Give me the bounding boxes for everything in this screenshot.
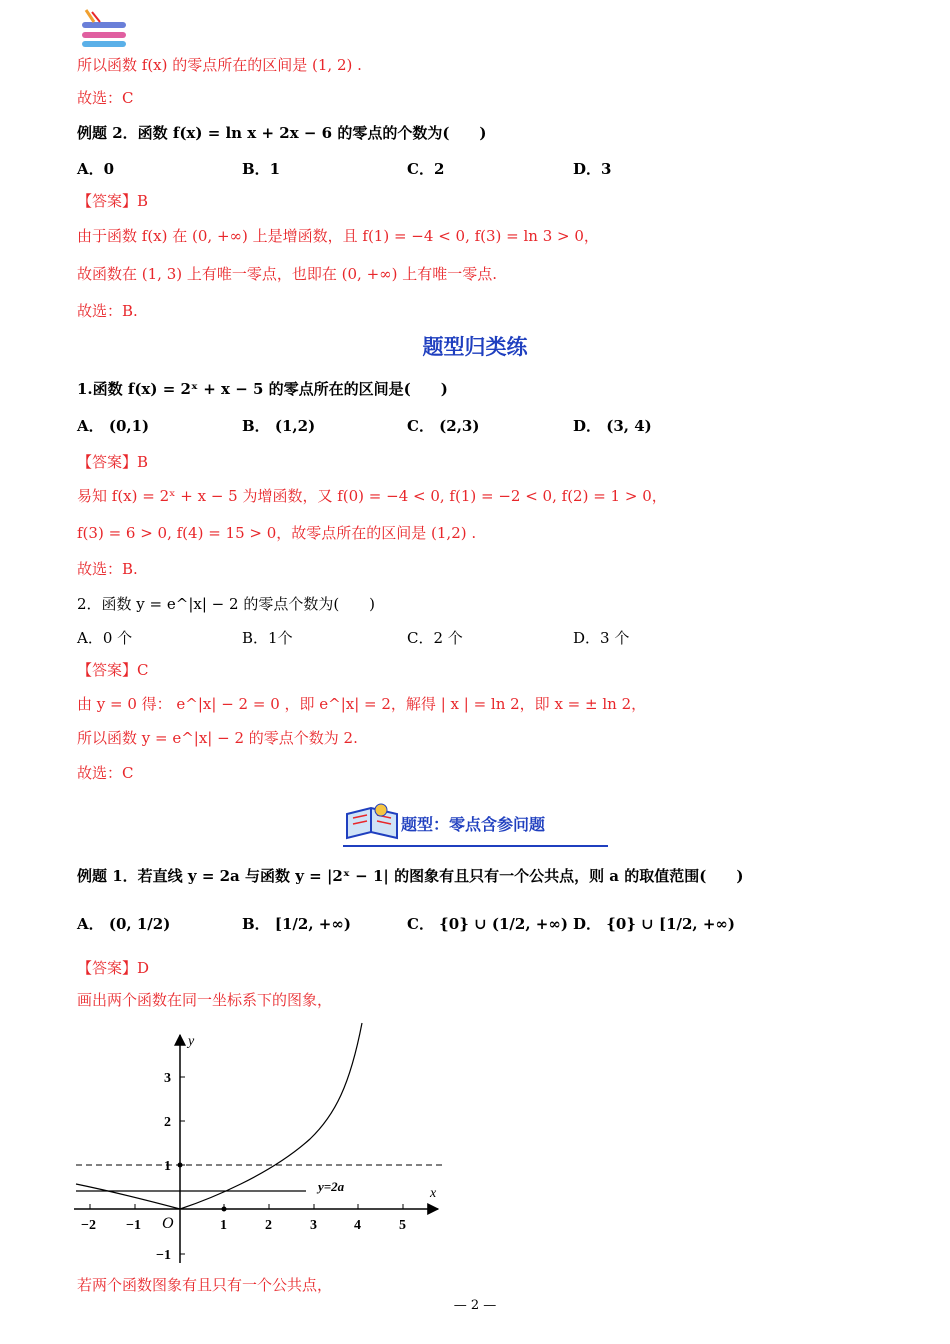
tick-label: −1 (156, 1248, 171, 1263)
option-b: B． (1,2) (242, 417, 316, 435)
x-axis-label: x (430, 1186, 437, 1201)
tick-label: 2 (265, 1218, 272, 1233)
option-d: D． (3, 4) (573, 417, 652, 435)
option-c: C． {0} ∪ (1/2, +∞) (407, 915, 568, 933)
solution-line: 画出两个函数在同一坐标系下的图象， (77, 991, 333, 1009)
option-d: D． {0} ∪ [1/2, +∞) (573, 915, 736, 933)
option-a: A．0 (77, 160, 115, 178)
banner-title: 题型：零点含参问题 (401, 815, 546, 834)
question-2: 2．函数 y = e^|x| − 2 的零点个数为( ) (77, 595, 376, 613)
question-1: 1.函数 f(x) = 2ˣ + x − 5 的零点所在的区间是( ) (77, 380, 448, 398)
answer-label: 【答案】C (77, 661, 149, 679)
point-1-0 (222, 1207, 227, 1212)
option-d: D．3 个 (573, 629, 630, 647)
section-heading: 题型归类练 (422, 335, 528, 359)
tick-label: −2 (81, 1218, 96, 1233)
choice-line: 故选：B. (77, 302, 138, 320)
decoration-icon (78, 8, 130, 50)
option-c: C．2 个 (407, 629, 463, 647)
choice-line: 故选：C (77, 764, 134, 782)
solution-line: f(3) = 6 > 0, f(4) = 15 > 0，故零点所在的区间是 (1,2) . (77, 524, 477, 542)
tick-label: 3 (164, 1071, 171, 1086)
origin-label: O (162, 1215, 174, 1232)
tick-label: 3 (310, 1218, 317, 1233)
answer-label: 【答案】B (77, 192, 149, 210)
tick-label: 1 (164, 1159, 171, 1174)
function-graph (70, 1015, 450, 1270)
solution-line: 所以函数 f(x) 的零点所在的区间是 (1, 2) . (77, 56, 362, 74)
option-a: A．0 个 (77, 629, 133, 647)
solution-line: 由 y = 0 得： e^|x| − 2 = 0 ，即 e^|x| = 2，解得 | x | = ln 2，即 x = ± ln 2， (77, 695, 647, 713)
tick-label: 2 (164, 1115, 171, 1130)
choice-line: 故选：C (77, 89, 134, 107)
option-a: A． (0, 1/2) (77, 915, 171, 933)
option-c: C．2 (407, 160, 445, 178)
answer-label: 【答案】B (77, 453, 149, 471)
example-question: 例题 1．若直线 y = 2a 与函数 y = |2ˣ − 1| 的图象有且只有一个公共点，则 a 的取值范围( ) (77, 867, 744, 885)
solution-line: 若两个函数图象有且只有一个公共点， (77, 1276, 333, 1294)
tick-label: 4 (354, 1218, 361, 1233)
solution-line: 由于函数 f(x) 在 (0, +∞) 上是增函数，且 f(1) = −4 < 0, f(3) = ln 3 > 0， (77, 227, 599, 245)
option-b: B．1个 (242, 629, 293, 647)
y-axis-label: y (188, 1034, 195, 1049)
option-b: B． [1/2, +∞) (242, 915, 351, 933)
tick-label: 5 (399, 1218, 406, 1233)
option-d: D．3 (573, 160, 612, 178)
solution-line: 故函数在 (1, 3) 上有唯一零点，也即在 (0, +∞) 上有唯一零点. (77, 265, 498, 283)
solution-line: 所以函数 y = e^|x| − 2 的零点个数为 2. (77, 729, 358, 747)
tick-label: −1 (126, 1218, 141, 1233)
answer-label: 【答案】D (77, 959, 150, 977)
option-c: C． (2,3) (407, 417, 480, 435)
line-label: y=2a (318, 1179, 345, 1194)
tick-label: 1 (220, 1218, 227, 1233)
book-icon (347, 804, 397, 838)
solution-line: 易知 f(x) = 2ˣ + x − 5 为增函数，又 f(0) = −4 < 0, f(1) = −2 < 0, f(2) = 1 > 0， (77, 487, 667, 505)
choice-line: 故选：B. (77, 560, 138, 578)
example-question: 例题 2．函数 f(x) = ln x + 2x − 6 的零点的个数为( ) (77, 124, 487, 142)
option-b: B．1 (242, 160, 281, 178)
option-a: A． (0,1) (77, 417, 150, 435)
point-0-1 (178, 1163, 183, 1168)
page-number: — 2 — (453, 1298, 497, 1313)
